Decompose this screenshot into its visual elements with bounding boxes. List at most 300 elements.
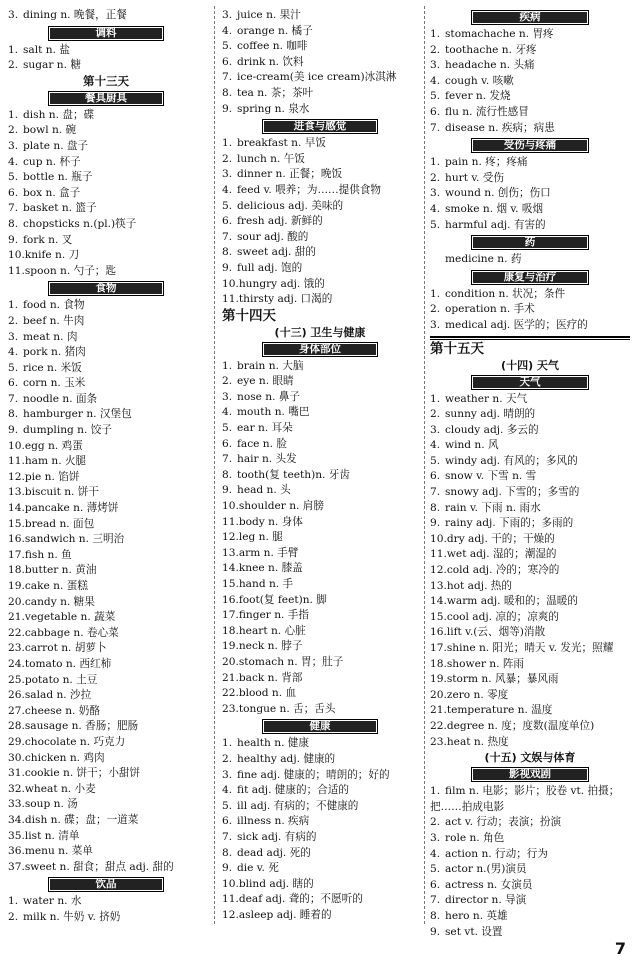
entry-text: toothache n. 牙疼 bbox=[445, 43, 537, 56]
vocab-entry bbox=[430, 925, 630, 941]
vocab-entry bbox=[430, 625, 630, 641]
vocab-entry bbox=[222, 877, 418, 893]
entry-text: dry adj. 干的；干燥的 bbox=[446, 532, 555, 545]
entry-number: 1. bbox=[430, 287, 441, 300]
entry-number: 11. bbox=[222, 515, 239, 528]
entry-number: 18. bbox=[8, 564, 25, 577]
section-header: 康复与治疗 bbox=[471, 270, 589, 285]
entry-text: stomach n. 胃；肚子 bbox=[238, 655, 344, 668]
entry-number: 2. bbox=[8, 124, 19, 137]
entry-text: carrot n. 胡萝卜 bbox=[24, 642, 107, 655]
entry-number: 29. bbox=[8, 735, 25, 748]
entry-text: fresh adj. 新鲜的 bbox=[237, 215, 323, 228]
vocab-entry bbox=[430, 121, 630, 137]
entry-number: 6. bbox=[222, 215, 233, 228]
entry-number: 5. bbox=[8, 361, 19, 374]
entry-number: 11. bbox=[222, 893, 239, 906]
vocab-entry bbox=[430, 202, 630, 218]
vocab-entry bbox=[222, 671, 418, 687]
entry-number: 8. bbox=[222, 246, 233, 259]
vocab-entry bbox=[8, 563, 204, 579]
section-header: 饮品 bbox=[48, 877, 164, 892]
vocab-entry bbox=[8, 894, 204, 910]
vocab-entry bbox=[8, 641, 204, 657]
vocab-entry bbox=[430, 89, 630, 105]
section-header: 疾病 bbox=[471, 10, 589, 25]
entry-text: juice n. 果汁 bbox=[237, 9, 301, 21]
entry-number: 8. bbox=[8, 217, 19, 230]
entry-text: harmful adj. 有害的 bbox=[445, 218, 546, 231]
entry-number: 20. bbox=[8, 595, 25, 608]
entry-text: back n. 背部 bbox=[238, 671, 303, 684]
vocab-entry bbox=[430, 579, 630, 595]
entry-number: 9. bbox=[222, 484, 233, 497]
vocab-entry bbox=[8, 201, 204, 217]
entry-number: 21. bbox=[430, 704, 447, 717]
entry-text: action n. 行动；行为 bbox=[445, 847, 548, 860]
entry-number: 2. bbox=[8, 59, 19, 72]
entry-text: chicken n. 鸡肉 bbox=[24, 751, 105, 764]
entry-number: 18. bbox=[430, 657, 447, 670]
entry-text: hero n. 英雄 bbox=[445, 909, 508, 922]
entry-number: 9. bbox=[222, 261, 233, 274]
entry-number: 4. bbox=[430, 847, 441, 860]
entry-text: spring n. 泉水 bbox=[237, 102, 310, 115]
entry-number: 17. bbox=[8, 548, 25, 561]
entry-number: 15. bbox=[222, 578, 239, 590]
vocab-entry bbox=[222, 230, 418, 246]
vocab-entry bbox=[430, 287, 630, 303]
vocab-entry bbox=[222, 530, 418, 546]
vocab-entry bbox=[8, 439, 204, 455]
vocab-entry bbox=[8, 485, 204, 501]
entry-text: rain v. 下雨 n. 雨水 bbox=[445, 501, 541, 514]
entry-number: 7. bbox=[222, 453, 233, 466]
entry-number: 35. bbox=[8, 829, 25, 842]
vocab-entry bbox=[8, 186, 204, 202]
entry-text: knife n. 刀 bbox=[24, 249, 80, 262]
entry-text: sweet n. 甜食；甜点 adj. 甜的 bbox=[24, 860, 174, 873]
entry-number: 7. bbox=[222, 830, 233, 843]
entry-text: corn n. 玉米 bbox=[23, 377, 86, 390]
section-header: 天气 bbox=[471, 375, 589, 390]
entry-number: 28. bbox=[8, 720, 25, 733]
vocab-entry bbox=[430, 703, 630, 719]
entry-number: 4. bbox=[430, 202, 441, 215]
entry-text: foot(复 feet)n. 脚 bbox=[238, 593, 327, 606]
vocab-entry bbox=[8, 719, 204, 735]
vocab-entry bbox=[8, 626, 204, 642]
vocab-entry bbox=[430, 641, 630, 657]
entry-text: salt n. 盐 bbox=[23, 43, 70, 56]
entry-number: 8. bbox=[430, 909, 441, 922]
vocab-entry bbox=[222, 292, 418, 308]
entry-text: thirsty adj. 口渴的 bbox=[238, 293, 333, 306]
vocab-entry bbox=[8, 155, 204, 171]
entry-number: 23. bbox=[430, 735, 447, 748]
entry-number: 36. bbox=[8, 845, 25, 858]
entry-text: bottle n. 瓶子 bbox=[23, 171, 93, 184]
entry-number: 5. bbox=[222, 799, 233, 812]
vocab-entry bbox=[8, 298, 204, 314]
day-heading: 第十五天 bbox=[430, 340, 484, 357]
entry-text: ill adj. 有病的；不健康的 bbox=[237, 799, 359, 812]
vocab-entry bbox=[430, 547, 630, 563]
entry-text: sandwich n. 三明治 bbox=[24, 533, 125, 546]
entry-text: disease n. 疾病；病患 bbox=[445, 121, 555, 134]
entry-number: 12. bbox=[222, 908, 239, 921]
entry-text: fine adj. 健康的；晴朗的；好的 bbox=[237, 768, 390, 781]
entry-number: 4. bbox=[8, 155, 19, 168]
entry-text: sunny adj. 晴朗的 bbox=[445, 408, 536, 421]
vocab-entry bbox=[8, 657, 204, 673]
vocab-entry bbox=[8, 217, 204, 233]
entry-number: 22. bbox=[222, 687, 239, 700]
entry-text: actress n. 女演员 bbox=[445, 878, 533, 891]
vocab-entry bbox=[430, 74, 630, 90]
entry-text: deaf adj. 聋的；不愿听的 bbox=[238, 893, 363, 906]
entry-number: 6. bbox=[8, 186, 19, 199]
vocab-entry bbox=[222, 8, 418, 24]
vocab-entry bbox=[430, 407, 630, 423]
vocab-entry bbox=[430, 302, 630, 318]
vocab-entry bbox=[222, 452, 418, 468]
entry-number: 13. bbox=[222, 546, 239, 559]
vocab-entry bbox=[8, 139, 204, 155]
entry-text: cool adj. 凉的；凉爽的 bbox=[446, 610, 559, 623]
entry-number: 9. bbox=[8, 233, 19, 246]
entry-text: snowy adj. 下雪的；多雪的 bbox=[445, 486, 580, 499]
entry-text: blood n. 血 bbox=[238, 687, 297, 700]
vocab-entry bbox=[8, 264, 204, 280]
entry-number: 1. bbox=[8, 43, 19, 56]
entry-number: 10. bbox=[8, 249, 25, 262]
entry-number: 2. bbox=[8, 314, 19, 327]
entry-text: set vt. 设置 bbox=[445, 925, 503, 938]
vocab-entry bbox=[430, 735, 630, 751]
vocab-entry bbox=[222, 421, 418, 437]
entry-text: wheat n. 小麦 bbox=[24, 782, 96, 795]
vocab-entry bbox=[222, 468, 418, 484]
entry-text: hungry adj. 饿的 bbox=[238, 277, 325, 290]
entry-number: 15. bbox=[8, 517, 25, 530]
entry-number: 11. bbox=[8, 264, 25, 277]
entry-text: ear n. 耳朵 bbox=[237, 422, 293, 435]
vocab-entry bbox=[430, 469, 630, 485]
entry-number: 2. bbox=[430, 816, 441, 829]
vocab-entry bbox=[222, 639, 418, 655]
entry-text: pancake n. 薄烤饼 bbox=[24, 502, 119, 515]
entry-text: finger n. 手指 bbox=[238, 609, 309, 622]
entry-text: rainy adj. 下雨的；多雨的 bbox=[445, 517, 574, 530]
entry-number: 8. bbox=[222, 86, 233, 99]
entry-number: 9. bbox=[222, 862, 233, 875]
section-header: 药 bbox=[471, 235, 589, 250]
entry-text: delicious adj. 美味的 bbox=[237, 199, 344, 212]
vocab-entry bbox=[8, 123, 204, 139]
entry-number: 20. bbox=[222, 655, 239, 668]
entry-number: 25. bbox=[8, 673, 25, 686]
entry-text: sour adj. 酸的 bbox=[237, 230, 309, 243]
vocab-entry bbox=[222, 814, 418, 830]
entry-number: 19. bbox=[8, 580, 25, 592]
entry-text: tooth(复 teeth)n. 牙齿 bbox=[237, 468, 350, 481]
vocab-entry bbox=[430, 58, 630, 74]
vocab-entry bbox=[222, 608, 418, 624]
entry-text: soup n. 汤 bbox=[24, 798, 78, 811]
entry-text: salad n. 沙拉 bbox=[24, 689, 92, 702]
entry-number: 4. bbox=[222, 24, 233, 37]
entry-text: wind n. 风 bbox=[445, 439, 499, 452]
entry-text: actor n.(男)演员 bbox=[445, 863, 527, 876]
entry-number: 1. bbox=[222, 137, 233, 150]
entry-number: 5. bbox=[222, 199, 233, 212]
section-header: 调料 bbox=[48, 26, 164, 41]
vocab-entry bbox=[8, 595, 204, 611]
entry-number: 7. bbox=[8, 392, 19, 405]
vocab-entry bbox=[8, 844, 204, 860]
vocab-entry bbox=[430, 594, 630, 610]
vocab-entry bbox=[430, 878, 630, 894]
entry-number: 3. bbox=[222, 9, 233, 21]
entry-number: 7. bbox=[430, 894, 441, 907]
entry-number: 34. bbox=[8, 813, 25, 826]
vocab-entry bbox=[8, 248, 204, 264]
entry-text: temperature n. 温度 bbox=[446, 704, 553, 717]
vocab-entry bbox=[8, 470, 204, 486]
entry-text: dish n. 碟；盘；一道菜 bbox=[24, 813, 139, 826]
entry-number: 6. bbox=[430, 105, 441, 118]
vocab-entry bbox=[222, 70, 418, 86]
vocab-entry bbox=[222, 374, 418, 390]
vocab-entry bbox=[222, 515, 418, 531]
entry-text: hand n. 手 bbox=[238, 578, 294, 590]
vocab-entry bbox=[430, 657, 630, 673]
entry-number: 1. bbox=[430, 785, 441, 798]
entry-number: 5. bbox=[430, 454, 441, 467]
entry-text: zero n. 零度 bbox=[446, 688, 509, 701]
entry-text: heat n. 热度 bbox=[446, 735, 509, 748]
vocab-entry bbox=[222, 768, 418, 784]
entry-text: die v. 死 bbox=[237, 862, 279, 875]
entry-number: 1. bbox=[222, 737, 233, 750]
entry-text: noodle n. 面条 bbox=[23, 392, 98, 405]
vocab-entry bbox=[222, 199, 418, 215]
entry-number: 9. bbox=[430, 517, 441, 530]
vocab-entry bbox=[222, 183, 418, 199]
entry-text: fever n. 发烧 bbox=[445, 90, 511, 103]
entry-text: weather n. 天气 bbox=[445, 392, 528, 405]
entry-text: cabbage n. 卷心菜 bbox=[24, 626, 119, 639]
entry-number: 17. bbox=[430, 642, 447, 654]
entry-number: 11. bbox=[430, 548, 447, 561]
entry-text: fit adj. 健康的；合适的 bbox=[237, 784, 349, 797]
entry-number: 9. bbox=[222, 102, 233, 115]
vocab-entry bbox=[8, 860, 204, 876]
entry-number: 4. bbox=[222, 784, 233, 797]
vocab-entry bbox=[8, 688, 204, 704]
vocab-entry bbox=[430, 831, 630, 847]
vocab-entry bbox=[222, 561, 418, 577]
entry-number: 17. bbox=[222, 609, 239, 622]
entry-text: director n. 导演 bbox=[445, 894, 527, 907]
entry-text: cup n. 杯子 bbox=[23, 155, 81, 168]
vocab-entry bbox=[222, 359, 418, 375]
entry-number: 18. bbox=[222, 624, 239, 637]
entry-number: 1. bbox=[8, 299, 19, 312]
entry-text: beef n. 牛肉 bbox=[23, 314, 85, 327]
entry-number: 11. bbox=[8, 455, 25, 468]
vocab-entry bbox=[8, 910, 204, 926]
entry-text: neck n. 脖子 bbox=[238, 640, 303, 653]
vocab-entry bbox=[430, 516, 630, 532]
entry-text: head n. 头 bbox=[237, 484, 291, 497]
entry-text: cough v. 咳嗽 bbox=[445, 74, 514, 87]
entry-text: film n. 电影；影片；胶卷 vt. 拍摄；把……拍成电影 bbox=[430, 785, 620, 813]
entry-number: 5. bbox=[8, 171, 19, 184]
entry-text: drink n. 饮料 bbox=[237, 55, 304, 68]
entry-text: illness n. 疾病 bbox=[237, 815, 310, 828]
entry-number: 19. bbox=[430, 673, 447, 686]
vocab-entry bbox=[8, 454, 204, 470]
entry-text: pain n. 疼；疼痛 bbox=[445, 156, 528, 169]
vocab-entry bbox=[222, 624, 418, 640]
entry-text: potato n. 土豆 bbox=[24, 673, 98, 686]
entry-text: medical adj. 医学的；医疗的 bbox=[445, 318, 588, 331]
vocab-entry bbox=[8, 392, 204, 408]
vocab-entry bbox=[430, 815, 630, 831]
entry-text: snow v. 下雪 n. 雪 bbox=[445, 470, 537, 483]
page-number: 7 bbox=[614, 939, 626, 958]
entry-text: sugar n. 糖 bbox=[23, 59, 81, 72]
vocab-entry bbox=[222, 261, 418, 277]
vocab-entry bbox=[430, 186, 630, 202]
section-header: 食物 bbox=[48, 281, 164, 296]
entry-number: 22. bbox=[430, 719, 447, 732]
entry-text: wound n. 创伤；伤口 bbox=[445, 187, 551, 200]
vocab-entry bbox=[430, 171, 630, 187]
vocab-entry bbox=[8, 704, 204, 720]
entry-number: 3. bbox=[8, 330, 19, 343]
entry-text: cake n. 蛋糕 bbox=[24, 580, 88, 592]
entry-text: shower n. 阵雨 bbox=[446, 657, 525, 670]
entry-number: 4. bbox=[8, 346, 19, 359]
entry-text: arm n. 手臂 bbox=[238, 546, 299, 559]
vocab-entry bbox=[430, 105, 630, 121]
entry-text: face n. 脸 bbox=[237, 437, 287, 450]
entry-number: 8. bbox=[222, 846, 233, 859]
vocab-entry bbox=[222, 86, 418, 102]
vocab-entry bbox=[8, 751, 204, 767]
entry-text: dinner n. 正餐；晚饭 bbox=[237, 168, 343, 181]
entry-number: 23. bbox=[8, 642, 25, 655]
entry-number: 4. bbox=[222, 183, 233, 196]
entry-number: 5. bbox=[430, 218, 441, 231]
section-header: 受伤与疼痛 bbox=[471, 138, 589, 153]
entry-number: 1. bbox=[430, 156, 441, 169]
entry-number: 27. bbox=[8, 704, 25, 717]
vocab-entry bbox=[430, 423, 630, 439]
vocab-entry bbox=[222, 152, 418, 168]
section-header: 餐具厨具 bbox=[48, 91, 164, 106]
entry-text: cloudy adj. 多云的 bbox=[445, 423, 539, 436]
entry-number: 13. bbox=[430, 579, 447, 592]
vocab-entry bbox=[222, 136, 418, 152]
entry-text: wet adj. 湿的；潮湿的 bbox=[446, 548, 557, 561]
entry-text: heart n. 心脏 bbox=[238, 624, 306, 637]
entry-text: orange n. 橘子 bbox=[237, 24, 313, 37]
entry-text: tea n. 茶；茶叶 bbox=[237, 86, 314, 99]
topic-heading: (十三) 卫生与健康 bbox=[274, 325, 366, 339]
entry-number: 22. bbox=[8, 626, 25, 639]
entry-text: list n. 清单 bbox=[24, 829, 80, 842]
entry-number: 4. bbox=[222, 406, 233, 419]
entry-text: cold adj. 冷的；寒冷的 bbox=[446, 564, 560, 577]
vocab-entry bbox=[222, 577, 418, 593]
vocab-entry bbox=[8, 532, 204, 548]
entry-number: 12. bbox=[8, 470, 25, 483]
vocab-entry bbox=[222, 908, 418, 924]
vocab-entry bbox=[222, 861, 418, 877]
entry-number: 10. bbox=[222, 877, 239, 890]
entry-text: sick adj. 有病的 bbox=[237, 830, 317, 843]
column-divider-left bbox=[214, 6, 215, 924]
vocab-entry bbox=[8, 517, 204, 533]
entry-text: dining n. 晚餐，正餐 bbox=[23, 9, 127, 21]
entry-text: knee n. 膝盖 bbox=[238, 562, 303, 575]
entry-number: 3. bbox=[430, 831, 441, 844]
vocab-entry bbox=[222, 752, 418, 768]
entry-number: 7. bbox=[430, 121, 441, 134]
entry-number: 7. bbox=[8, 202, 19, 215]
entry-number: 9. bbox=[430, 925, 441, 938]
entry-text: full adj. 饱的 bbox=[237, 261, 303, 274]
entry-text: dead adj. 死的 bbox=[237, 846, 311, 859]
entry-number: 2. bbox=[430, 171, 441, 184]
vocab-entry bbox=[222, 437, 418, 453]
entry-number: 1. bbox=[8, 108, 19, 121]
vocab-entry bbox=[8, 58, 204, 74]
vocab-entry bbox=[8, 813, 204, 829]
entry-text: brain n. 大脑 bbox=[237, 359, 304, 372]
entry-number: 1. bbox=[8, 895, 19, 908]
entry-number: 21. bbox=[222, 671, 239, 684]
entry-number: 8. bbox=[222, 468, 233, 481]
entry-number: 37. bbox=[8, 860, 25, 873]
entry-text: bowl n. 碗 bbox=[23, 124, 77, 137]
vocab-entry bbox=[8, 407, 204, 423]
vocab-entry bbox=[222, 686, 418, 702]
vocab-entry bbox=[430, 318, 630, 334]
vocab-entry bbox=[8, 330, 204, 346]
entry-text: chopsticks n.(pl.)筷子 bbox=[23, 217, 137, 230]
entry-text: coffee n. 咖啡 bbox=[237, 40, 308, 53]
entry-text: headache n. 头痛 bbox=[445, 59, 535, 72]
entry-text: stomachache n. 胃疼 bbox=[445, 28, 554, 40]
section-rule bbox=[430, 336, 630, 340]
vocab-entry bbox=[222, 892, 418, 908]
entry-text: ice-cream(美 ice cream)冰淇淋 bbox=[237, 71, 397, 84]
entry-number: 26. bbox=[8, 689, 25, 702]
entry-number: 32. bbox=[8, 782, 25, 795]
entry-number: 23. bbox=[222, 702, 239, 715]
entry-number: 3. bbox=[222, 390, 233, 403]
section-header: 身体部位 bbox=[262, 342, 378, 357]
entry-text: tongue n. 舌；舌头 bbox=[238, 702, 336, 715]
vocab-entry bbox=[222, 593, 418, 609]
vocab-entry bbox=[222, 55, 418, 71]
entry-number: 24. bbox=[8, 657, 25, 670]
